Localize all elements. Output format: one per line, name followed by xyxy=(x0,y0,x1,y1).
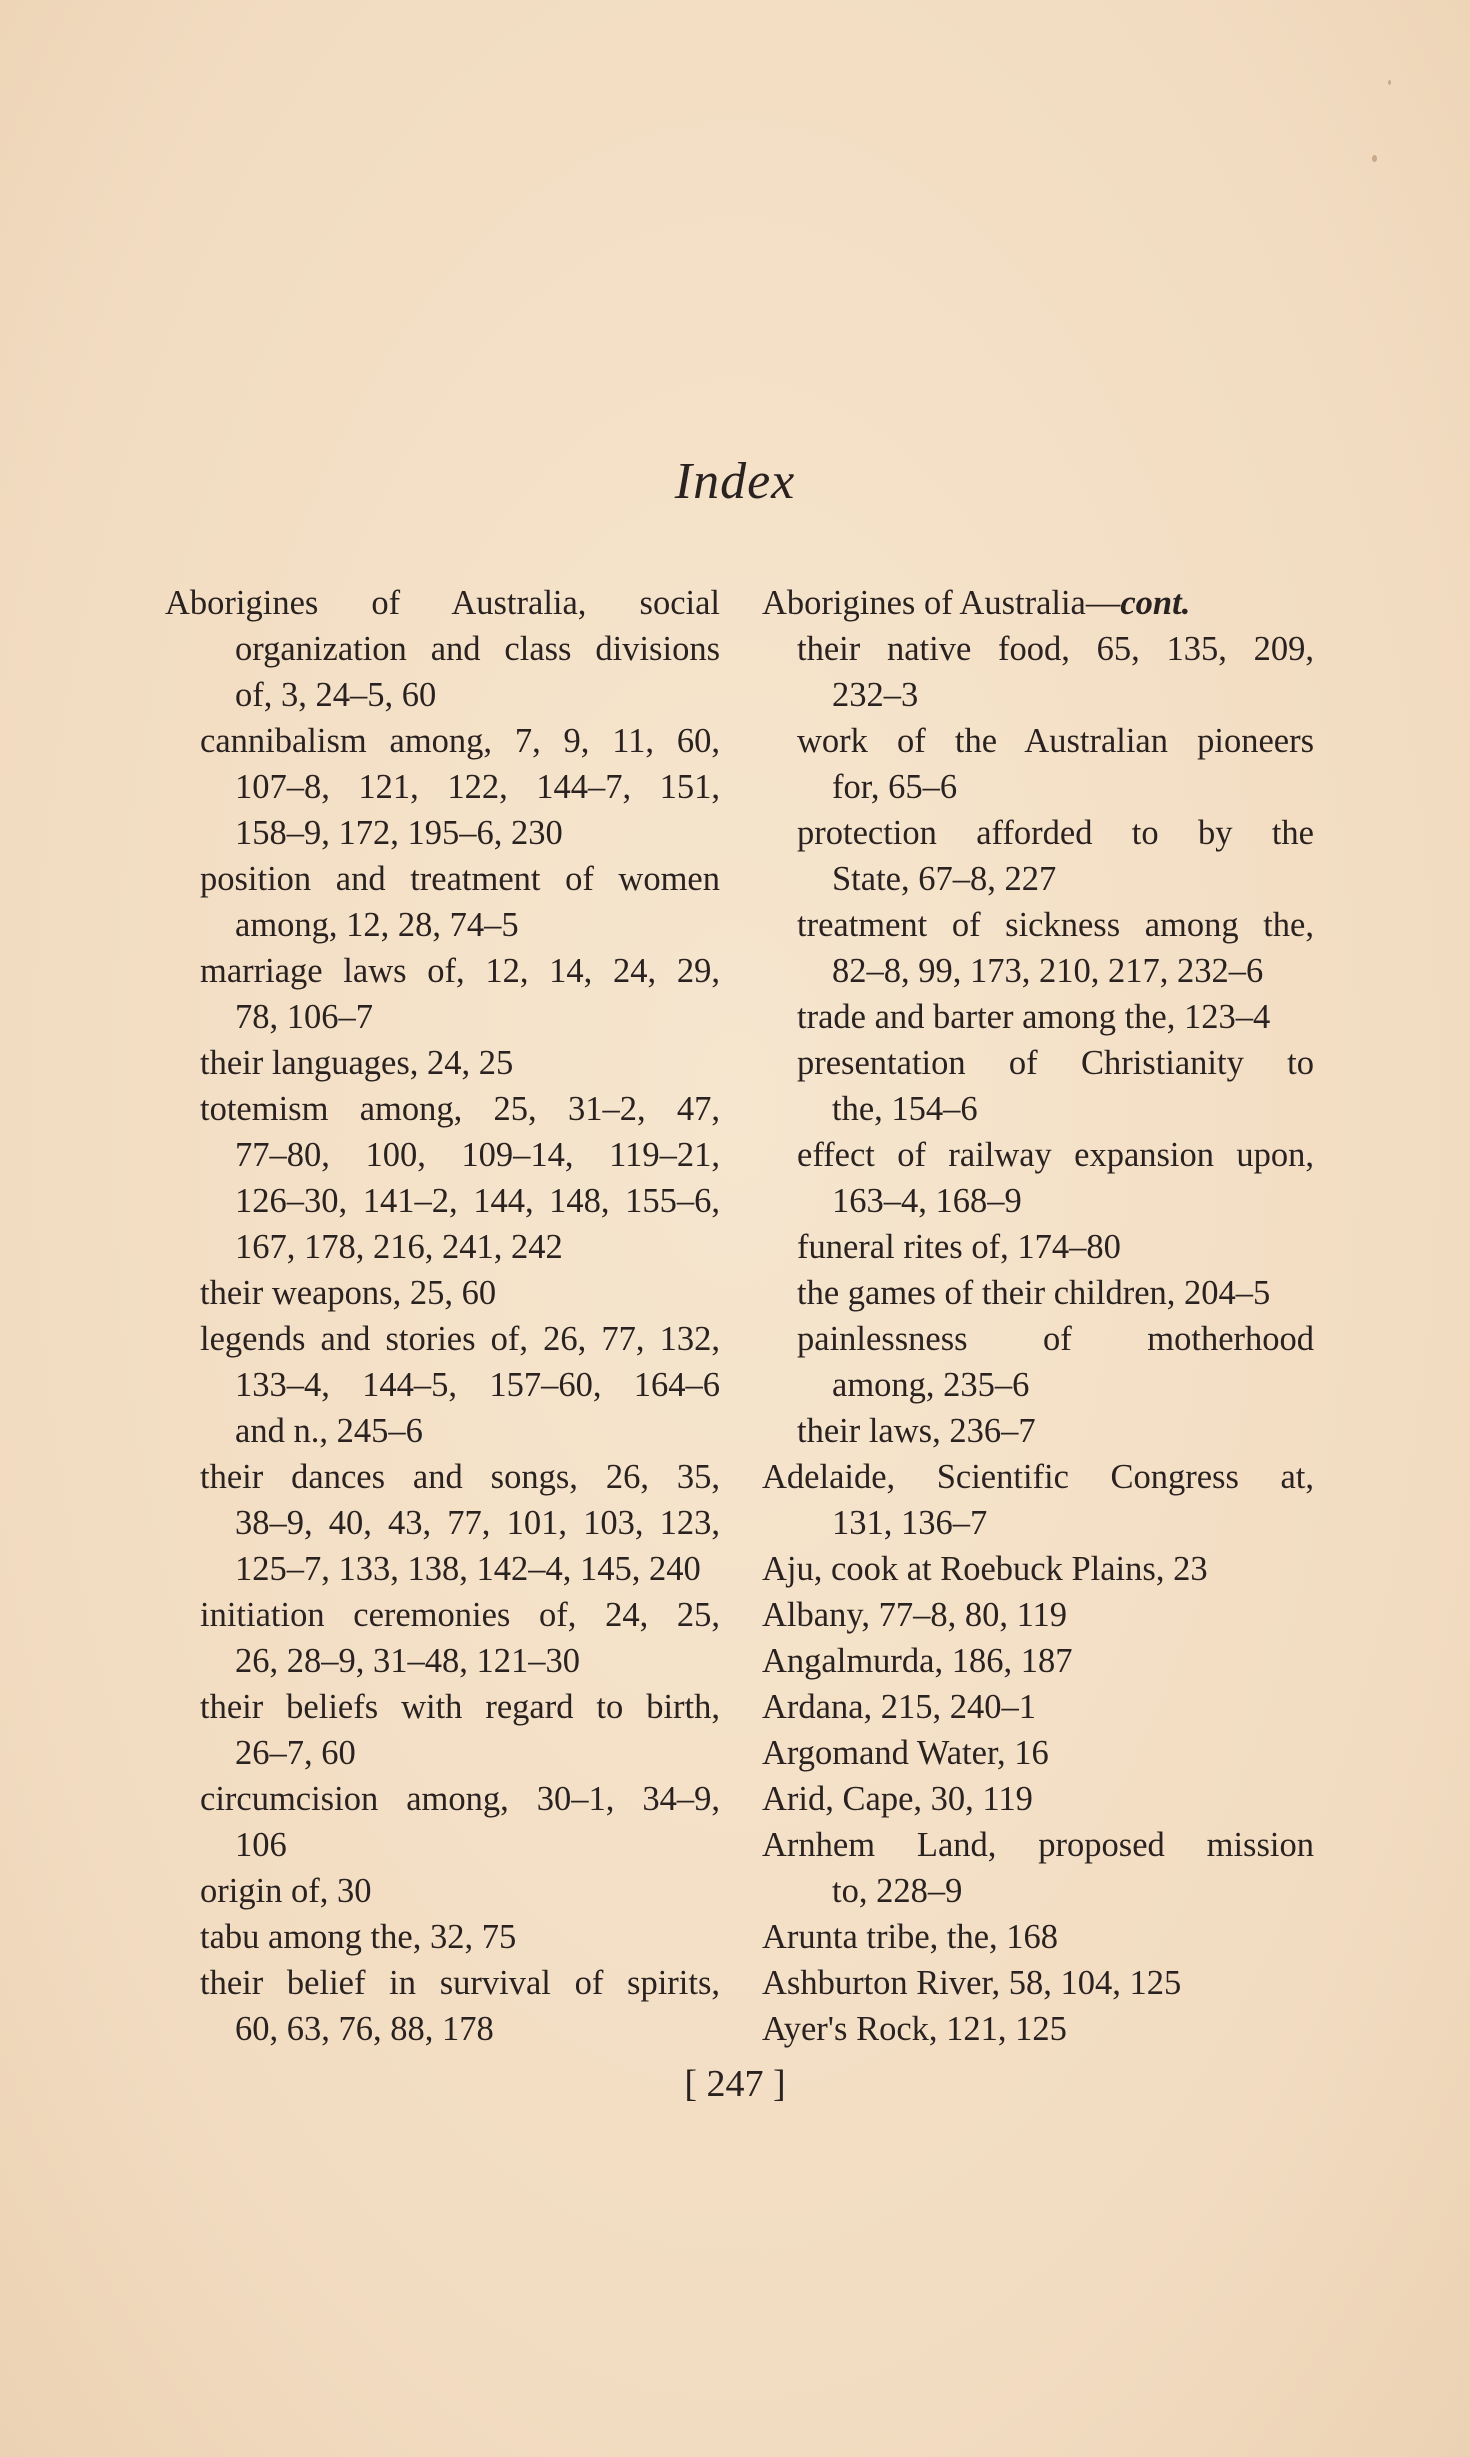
index-subentry xyxy=(762,1132,1314,1224)
index-line: their dances and songs, 26, 35, xyxy=(200,1458,720,1496)
index-line: their native food, 65, 135, 209, xyxy=(797,630,1314,668)
index-subentry xyxy=(762,626,1314,718)
index-line: effect of railway expansion upon, xyxy=(797,1136,1314,1174)
index-line: funeral rites of, 174–80 xyxy=(797,1228,1121,1266)
index-subentry xyxy=(165,1454,720,1592)
index-subentry xyxy=(762,902,1314,994)
index-subentry xyxy=(762,718,1314,810)
index-line: among, 235–6 xyxy=(832,1366,1030,1404)
index-entry xyxy=(762,1454,1314,1546)
index-line: for, 65–6 xyxy=(832,768,958,806)
index-subentry xyxy=(165,1086,720,1270)
index-line: to, 228–9 xyxy=(832,1872,963,1910)
index-line: State, 67–8, 227 xyxy=(832,860,1057,898)
index-line: 131, 136–7 xyxy=(832,1504,988,1542)
index-line: 158–9, 172, 195–6, 230 xyxy=(235,814,563,852)
index-line: 167, 178, 216, 241, 242 xyxy=(235,1228,563,1266)
index-line: totemism among, 25, 31–2, 47, xyxy=(200,1090,720,1128)
index-line: 106 xyxy=(235,1826,287,1864)
index-line: and n., 245–6 xyxy=(235,1412,423,1450)
index-subentry xyxy=(165,718,720,856)
index-subentry xyxy=(165,1316,720,1454)
index-line: the, 154–6 xyxy=(832,1090,978,1128)
index-line: initiation ceremonies of, 24, 25, xyxy=(200,1596,720,1634)
index-subentry xyxy=(165,1040,720,1086)
index-subentry xyxy=(165,1270,720,1316)
index-line: trade and barter among the, 123–4 xyxy=(797,998,1271,1036)
index-subentry xyxy=(165,1914,720,1960)
index-subentry xyxy=(165,856,720,948)
index-line: among, 12, 28, 74–5 xyxy=(235,906,519,944)
index-line: Arunta tribe, the, 168 xyxy=(762,1918,1059,1956)
index-line: painlessness of motherhood xyxy=(797,1320,1314,1358)
index-subentry xyxy=(165,1960,720,2052)
index-line: legends and stories of, 26, 77, 132, xyxy=(200,1320,720,1358)
index-line: their belief in survival of spirits, xyxy=(200,1964,720,2002)
index-line: Aju, cook at Roebuck Plains, 23 xyxy=(762,1550,1208,1588)
index-line: 60, 63, 76, 88, 178 xyxy=(235,2010,494,2048)
index-line: Ashburton River, 58, 104, 125 xyxy=(762,1964,1182,2002)
index-line: work of the Australian pioneers xyxy=(797,722,1314,760)
index-line: Aborigines of Australia, social xyxy=(165,584,720,622)
index-line: organization and class divisions xyxy=(235,630,720,668)
index-line: Adelaide, Scientific Congress at, xyxy=(762,1458,1314,1496)
index-line: origin of, 30 xyxy=(200,1872,372,1910)
index-entry xyxy=(762,2006,1314,2052)
continued-heading-text: Aborigines of Australia— xyxy=(762,584,1121,622)
continued-heading xyxy=(762,580,1314,626)
index-subentry xyxy=(762,1040,1314,1132)
index-line: cannibalism among, 7, 9, 11, 60, xyxy=(200,722,720,760)
index-subentry xyxy=(165,948,720,1040)
index-line: their languages, 24, 25 xyxy=(200,1044,514,1082)
index-subentry xyxy=(762,1224,1314,1270)
index-column-right xyxy=(762,580,1314,2052)
index-line: circumcision among, 30–1, 34–9, xyxy=(200,1780,720,1818)
index-line: 82–8, 99, 173, 210, 217, 232–6 xyxy=(832,952,1264,990)
index-entry xyxy=(762,1546,1314,1592)
index-line: tabu among the, 32, 75 xyxy=(200,1918,517,1956)
index-line: 107–8, 121, 122, 144–7, 151, xyxy=(235,768,720,806)
index-entry xyxy=(762,1730,1314,1776)
index-line: Albany, 77–8, 80, 119 xyxy=(762,1596,1068,1634)
index-line: Arnhem Land, proposed mission xyxy=(762,1826,1314,1864)
index-line: Ayer's Rock, 121, 125 xyxy=(762,2010,1067,2048)
index-line: Angalmurda, 186, 187 xyxy=(762,1642,1073,1680)
index-subentry xyxy=(165,1684,720,1776)
index-line: their laws, 236–7 xyxy=(797,1412,1036,1450)
index-line: 163–4, 168–9 xyxy=(832,1182,1022,1220)
index-line: marriage laws of, 12, 14, 24, 29, xyxy=(200,952,720,990)
index-line: 77–80, 100, 109–14, 119–21, xyxy=(235,1136,720,1174)
index-entry xyxy=(762,1776,1314,1822)
index-entry xyxy=(762,1914,1314,1960)
index-line: 78, 106–7 xyxy=(235,998,373,1036)
index-line: their weapons, 25, 60 xyxy=(200,1274,497,1312)
index-line: 232–3 xyxy=(832,676,919,714)
index-line: 126–30, 141–2, 144, 148, 155–6, xyxy=(235,1182,720,1220)
index-line: 26, 28–9, 31–48, 121–30 xyxy=(235,1642,580,1680)
index-line: of, 3, 24–5, 60 xyxy=(235,676,437,714)
index-line: the games of their children, 204–5 xyxy=(797,1274,1271,1312)
index-line: Arid, Cape, 30, 119 xyxy=(762,1780,1033,1818)
index-line: their beliefs with regard to birth, xyxy=(200,1688,720,1726)
index-line: treatment of sickness among the, xyxy=(797,906,1314,944)
index-subentry xyxy=(762,994,1314,1040)
index-line: presentation of Christianity to xyxy=(797,1044,1314,1082)
paper-speck xyxy=(1388,80,1391,85)
index-subentry xyxy=(762,810,1314,902)
paper-speck xyxy=(1372,155,1377,162)
index-line: position and treatment of women xyxy=(200,860,720,898)
index-subentry xyxy=(165,1776,720,1868)
index-subentry xyxy=(165,1592,720,1684)
index-line: 125–7, 133, 138, 142–4, 145, 240 xyxy=(235,1550,701,1588)
index-subentry xyxy=(762,1408,1314,1454)
index-entry xyxy=(762,1638,1314,1684)
index-entry xyxy=(165,580,720,718)
continued-marker: cont. xyxy=(1120,584,1191,622)
index-line: Argomand Water, 16 xyxy=(762,1734,1049,1772)
index-line: Ardana, 215, 240–1 xyxy=(762,1688,1037,1726)
page-title: Index xyxy=(674,453,796,510)
index-entries-right xyxy=(762,626,1314,2052)
index-line: 38–9, 40, 43, 77, 101, 103, 123, xyxy=(235,1504,720,1542)
index-line: protection afforded to by the xyxy=(797,814,1314,852)
index-subentry xyxy=(762,1270,1314,1316)
index-entry xyxy=(762,1684,1314,1730)
index-subentry xyxy=(762,1316,1314,1408)
index-subentry xyxy=(165,1868,720,1914)
index-column-left xyxy=(165,580,720,2052)
index-entry xyxy=(762,1592,1314,1638)
index-line: 26–7, 60 xyxy=(235,1734,356,1772)
page-number: [ 247 ] xyxy=(684,2063,786,2105)
index-entry xyxy=(762,1822,1314,1914)
index-entry xyxy=(762,1960,1314,2006)
index-line: 133–4, 144–5, 157–60, 164–6 xyxy=(235,1366,720,1404)
